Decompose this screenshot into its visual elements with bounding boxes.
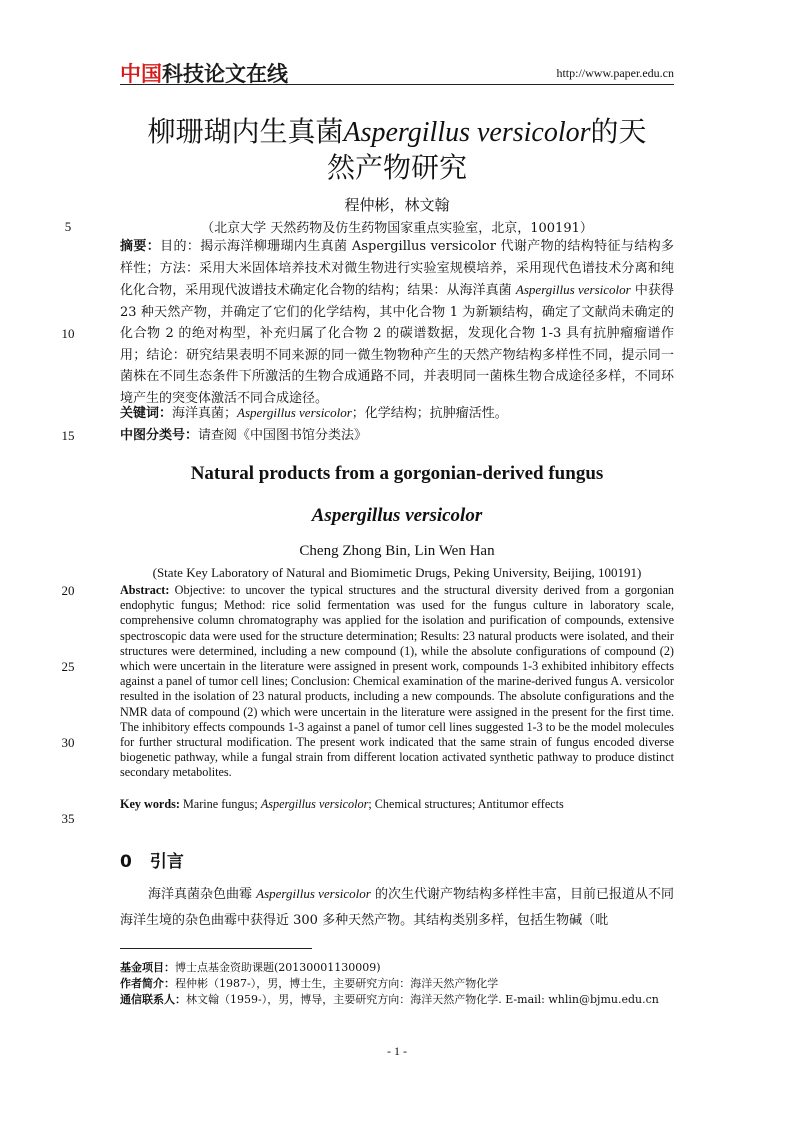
line-number: 5 bbox=[64, 219, 72, 234]
title-cn-italic: Aspergillus versicolor bbox=[343, 117, 591, 148]
affiliation-cn: （北京大学 天然药物及仿生药物国家重点实验室，北京，100191） bbox=[201, 221, 593, 236]
abstract-en-text: Objective: to uncover the typical structures and the structural diversity derived from a gorgonian endophytic fungus; Method: rice solid fermentation was used for the fungus culture in laboratory scale, comprehensive column chromatography was applied for the isolation and purification of compounds, extensive spectroscopic data were used for the structure determination; Results: 23 natural products were isolated, and their structures were determined, including a new compound (1), while the absolute configurations of compound (2) which were uncertain in the literature were assigned in present work, compounds 1-3 exhibited inhibitory effects against a panel of tumor cell lines; Conclusion: Chemical examination of the marine-derived fungus A. versicolor resulted in the isolation of 23 natural products, including a new compounds. The absolute configurations and the NMR data of compound (2) which were uncertain in the literature were assigned in the present for the first time. The inhibitory effects compounds 1-3 against a panel of tumor cell lines suggested 1-3 to be the model molecules for further structural modification. The present work indicated that the same strain of fungus encoded diverse biogenetic pathway, while a fungal strain from different location activated synthetic pathway to produce distinct secondary metabolites. bbox=[120, 583, 674, 780]
abstract-en-label: Abstract: bbox=[120, 583, 170, 597]
header-url[interactable]: http://www.paper.edu.cn bbox=[556, 66, 674, 80]
logo-red-text: 中国 bbox=[120, 62, 162, 86]
line-number: 30 bbox=[61, 735, 75, 750]
title-cn-post: 的天 bbox=[590, 115, 647, 148]
keywords-cn bbox=[120, 402, 674, 425]
section-heading bbox=[120, 847, 184, 872]
intro-post: 的次生代谢产物结构多样性丰富，目前已报道从不同海洋生境的杂色曲霉中获得近 300 多种天然产物。其结构类别多样，包括生物碱（吡 bbox=[120, 887, 674, 928]
abstract-cn-text2: 中获得 23 种天然产物，并确定了它们的化学结构，其中化合物 1 为新颖结构，确定了文献尚未确定的化合物 2 的绝对构型，补充归属了化合物 2 的碳谱数据，发现化合物 1-3 具有抗肿瘤瘤谱作用；结论：研究结果表明不同来源的同一微生物物种产生的天然产物结构多样性不同，提示同一菌株在不同生态条件下所激活的生物合成通路不同，并表明同一菌株生物合成途径多样，不同环境产生的突变体激活不同合成途径。 bbox=[120, 283, 674, 406]
line-number: 25 bbox=[61, 659, 75, 674]
abstract-cn-label: 摘要 bbox=[120, 239, 147, 254]
footnote-fund bbox=[120, 960, 674, 976]
line-number: 20 bbox=[61, 583, 75, 598]
authors-en: Cheng Zhong Bin, Lin Wen Han bbox=[299, 543, 495, 559]
title-cn-line2: 然产物研究 bbox=[326, 151, 467, 184]
footnote-fund-text: 博士点基金资助课题(20130001130009) bbox=[175, 961, 381, 974]
title-cn-pre: 柳珊瑚内生真菌 bbox=[147, 115, 344, 148]
line-number: 10 bbox=[61, 326, 75, 341]
footnote-fund-label: 基金项目： bbox=[120, 961, 175, 974]
keywords-en-italic: Aspergillus versicolor bbox=[260, 797, 369, 811]
footnote-author-label: 作者简介： bbox=[120, 977, 175, 990]
abstract-cn-text: 目的：揭示海洋柳珊瑚内生真菌 Aspergillus versicolor 代谢产物的结构特征与结构多样性；方法：采用大米固体培养技术对微生物进行实验室规模培养，采用现代色谱技术分离和纯化化合物，采用现代波谱技术确定化合物的结构；结果：从海洋真菌 bbox=[120, 239, 674, 298]
affiliation-en: (State Key Laboratory of Natural and Biomimetic Drugs, Peking University, Beijing, 100191) bbox=[152, 565, 642, 580]
keywords-cn-italic: Aspergillus versicolor bbox=[237, 405, 352, 420]
title-en-line1: Natural products from a gorgonian-derived fungus bbox=[190, 463, 604, 484]
authors-cn: 程仲彬，林文翰 bbox=[344, 196, 450, 214]
footnote-contact bbox=[120, 992, 674, 1008]
class-cn bbox=[120, 425, 674, 447]
keywords-cn-post: ；化学结构；抗肿瘤活性。 bbox=[351, 406, 508, 421]
keywords-en bbox=[120, 797, 674, 812]
section-title: 引言 bbox=[149, 852, 184, 872]
intro-paragraph bbox=[120, 881, 674, 934]
header-rule bbox=[120, 84, 674, 85]
keywords-cn-pre: 海洋真菌； bbox=[172, 406, 238, 421]
abstract-en bbox=[120, 583, 674, 781]
section-number: 0 bbox=[120, 852, 132, 872]
footnote-author-text: 程仲彬（1987-），男，博士生，主要研究方向：海洋天然产物化学 bbox=[175, 977, 499, 990]
footnote-author bbox=[120, 976, 674, 992]
footnote-contact-label: 通信联系人： bbox=[120, 993, 186, 1006]
keywords-en-post: ; Chemical structures; Antitumor effects bbox=[368, 797, 564, 811]
logo-black-text: 科技论文在线 bbox=[162, 62, 288, 86]
abstract-cn bbox=[120, 236, 674, 409]
class-cn-text: 请查阅《中国图书馆分类法》 bbox=[198, 428, 368, 443]
title-en-line2: Aspergillus versicolor bbox=[311, 505, 483, 526]
keywords-en-pre: Marine fungus; bbox=[179, 797, 261, 811]
footnote-rule bbox=[120, 948, 312, 949]
line-number: 35 bbox=[61, 811, 75, 826]
page-number: - 1 - bbox=[387, 1044, 407, 1058]
keywords-cn-label: 关键词 bbox=[120, 406, 160, 421]
abstract-cn-italic: Aspergillus versicolor bbox=[515, 282, 631, 297]
footnote-contact-text: 林文翰（1959-），男，博导，主要研究方向：海洋天然产物化学. E-mail: whlin@bjmu.edu.cn bbox=[186, 993, 659, 1006]
line-number: 15 bbox=[61, 428, 75, 443]
keywords-en-label: Key words: bbox=[120, 797, 180, 811]
keywords-cn-sep: ： bbox=[159, 406, 173, 421]
abstract-cn-sep: ： bbox=[146, 239, 161, 254]
class-cn-sep: ： bbox=[185, 428, 199, 443]
title-cn-line1 bbox=[120, 112, 674, 153]
intro-italic: Aspergillus versicolor bbox=[256, 886, 371, 901]
intro-pre: 海洋真菌杂色曲霉 bbox=[148, 887, 257, 902]
class-cn-label: 中图分类号 bbox=[120, 428, 186, 443]
